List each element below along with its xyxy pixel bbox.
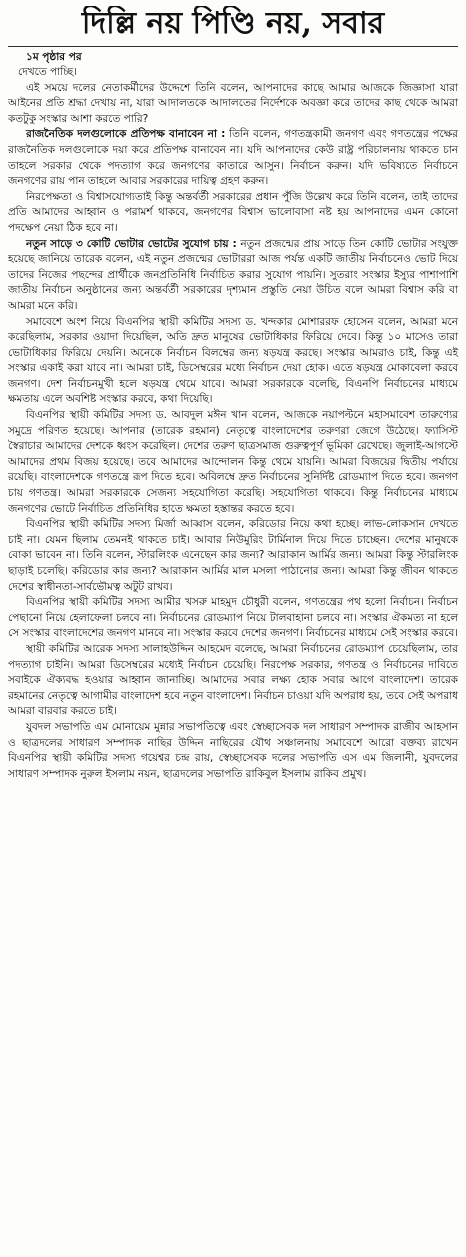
article-body xyxy=(8,65,458,782)
paragraph-text: তিনি বলেন, গণতন্ত্রকামী জনগণ এবং গণতন্ত্রের পক্ষের রাজনৈতিক দলগুলোকে দয়া করে প্রতিপক্ষ বানাবেন না। যদি আপনাদের কেউ রাষ্ট্র পরিচালনায় থাকতে চান তাহলে সরকার থেকে পদত্যাগ করে জনগণের কাতারে আসুন। নির্বাচন করুন। যদি ভবিষ্যতে নির্বাচনে জনগণের রায় পান তাহলে আবার সরকারের দায়িত্ব গ্রহণ করুন। xyxy=(8,128,458,188)
article-paragraph xyxy=(8,65,458,81)
paragraph-text: এই সময়ে দলের নেতাকর্মীদের উদ্দেশে তিনি বলেন, আপনাদের কাছে আমার আজকে জিজ্ঞাসা যারা আইনের প্রতি শ্রদ্ধা দেখায় না, যারা আদালতকে আদালতের নির্দেশকে অবজ্ঞা করে তাদের কাছ থেকে আমরা কতটুকু সংস্কার আশা করতে পারি? xyxy=(8,81,458,125)
headline: দিল্লি নয় পিণ্ডি নয়, সবার xyxy=(81,6,385,41)
paragraph-text: বিএনপির স্থায়ী কমিটির সদস্য আমীর খসরু মাহমুদ চৌধুরী বলেন, গণতন্ত্রের পথ হলো নির্বাচন। নির্বাচন পেছানো নিয়ে হেলাফেলা চলবে না। নির্বাচনের রোডম্যাপ নিয়ে টালবাহানা চলবে না। সংস্কার ঐকমত্য না হলে সে সংস্কার বাংলাদেশের জনগণ মানবে না। সংস্কার করবে দেশের জনগণ। নির্বাচনের মাধ্যমে সেই সংস্কার করবে। xyxy=(8,596,458,640)
article-paragraph xyxy=(8,81,458,128)
article-paragraph xyxy=(8,408,458,517)
paragraph-text: সমাবেশে অংশ নিয়ে বিএনপির স্থায়ী কমিটির সদস্য ড. খন্দকার মোশাররফ হোসেন বলেন, আমরা মনে করেছিলাম, সরকার ওয়াদা দিয়েছিল, অতি দ্রুত মানুষের ভোটাধিকার ফিরিয়ে দেবে। কিন্তু ১০ মাসেও তারা ভোটাধিকার ফিরিয়ে দেয়নি। অনেকে নির্বাচন বিলম্বের জন্য ষড়যন্ত্র করছে। সংস্কার আমরাও চাই, কিন্তু এই সংস্কার একাই করা যাবে না। আমরা চাই, ডিসেম্বরের মধ্যে নির্বাচন দেয়া হোক। এতে ষড়যন্ত্র মোকাবেলা করবে জনগণ। দেশ নির্বাচনমুখী হলে ষড়যন্ত্র থেমে যাবে। আমরা সরকারকে বলেছি, বিএনপি নির্বাচনের মাধ্যমে ক্ষমতায় এলে অবশিষ্ট সংস্কার করবে, কথা দিয়েছি। xyxy=(8,315,458,406)
paragraph-text: নিরপেক্ষতা ও বিশ্বাসযোগ্যতাই কিন্তু অন্তর্বর্তী সরকারের প্রধান পুঁজি উল্লেখ করে তিনি বলেন, তাই তাদের প্রতি আমাদের আহ্বান ও পরামর্শ থাকবে, জনগণের বিশ্বাস ভালোবাসা নষ্ট হয় আপনাদের এমন কোনো পদক্ষেপ নেয়া ঠিক হবে না। xyxy=(8,190,458,234)
paragraph-text: বিএনপির স্থায়ী কমিটির সদস্য মির্জা আব্বাস বলেন, করিডোর নিয়ে কথা হচ্ছে। লাভ-লোকসান দেখতে চাই না। যেমন ছিলাম তেমনই থাকতে চাই। আবার নিউমুরিং টার্মিনাল দিয়ে দিতে চাচ্ছেন। দেশের মানুষকে বোকা ভাবেন না। তিনি বলেন, স্টারলিংক এনেছেন কার জন্য? আরাকান আর্মির জন্য। আমরা কিন্তু স্টারলিংক ছাড়াই চলেছি। করিডোর কার জন্য? আরাকান আর্মির মাল মসলা পাঠানোর জন্য। আমরা কিন্তু জীবন থাকতে দেশের স্বাধীনতা-সার্বভৌমত্ব অটুট রাখব। xyxy=(8,518,458,593)
subheading-lead: নতুন সাড়ে ৩ কোটি ভোটার ভোটের সুযোগ চায় : xyxy=(26,237,237,250)
paragraph-text: দেখতে পাচ্ছি। xyxy=(18,66,77,78)
article-paragraph xyxy=(8,315,458,409)
paragraph-text: স্থায়ী কমিটির আরেক সদস্য সালাহউদ্দিন আহমেদ বলেছে, আমরা নির্বাচনের রোডম্যাপ চেয়েছিলাম, তার পদত্যাগ চাইনি। আমরা ডিসেম্বরের মধ্যেই নির্বাচন চেয়েছি। নিরপেক্ষ সরকার, গণতন্ত্র ও নির্বাচনের দাবিতে সবাইকে ঐক্যবদ্ধ হওয়ার আহ্বান জানাচ্ছি। আমাদের সবার লক্ষ্য হোক সবার আগে বাংলাদেশ। তারেক রহমানের নেতৃত্বে আগামীর বাংলাদেশ হবে নতুন বাংলাদেশ। নির্বাচন চাওয়া যদি অপরাধ হয়, তবে সেই অপরাধ আমরা বারবার করতে চাই। xyxy=(8,642,458,718)
article-paragraph xyxy=(8,237,458,315)
subheading-lead: রাজনৈতিক দলগুলোকে প্রতিপক্ষ বানাবেন না : xyxy=(26,128,226,141)
paragraph-text: যুবদল সভাপতি এম মোনায়েম মুন্নার সভাপতিত্বে এবং স্বেচ্ছাসেবক দল সাধারণ সম্পাদক রাজীব আহসান ও ছাত্রদলের সাধারণ সম্পাদক নাছির উদ্দিন নাছিরের যৌথ সঞ্চালনায় সমাবেশে আরো বক্তব্য রাখেন বিএনপির স্থায়ী কমিটির সদস্য গয়েশ্বর চন্দ্র রায়, স্বেচ্ছাসেবক দলের সভাপতি এস এম জিলানী, যুবদলের সাধারণ সম্পাদক নুরুল ইসলাম নয়ন, ছাত্রদলের সভাপতি রাকিবুল ইসলাম রাকিব প্রমুখ। xyxy=(8,720,458,780)
article-paragraph xyxy=(8,127,458,189)
paragraph-text: বিএনপির স্থায়ী কমিটির সদস্য ড. আবদুল মঈন খান বলেন, আজকে নয়াপল্টনে মহাসমাবেশ তারুণ্যের সমুদ্রে পরিণত হয়েছে। আপনার (তারেক রহমান) নেতৃত্বে বাংলাদেশের তরুণরা জেগে উঠেছে। ফ্যাসিস্ট স্বৈরাচার আমাদের দেশকে ধ্বংস করেছিল। দেশের তরুণ ছাত্রসমাজ গুরুত্বপূর্ণ ভূমিকা রেখেছে। জুলাই-আগস্টে আমাদের প্রথম বিজয় হয়েছে। তবে আমাদের আন্দোলন কিন্তু থেমে যায়নি। আমরা বিজয়ের দ্বিতীয় পর্যায়ে রয়েছি। বাংলাদেশকে গণতন্ত্রে রূপ দিতে হবে। অবিলম্বে দ্রুত নির্বাচনের সুনির্দিষ্ট রোডম্যাপ দিতে হবে। জনগণ চায় গণতন্ত্র। আমরা সরকারকে সেজন্য সহযোগিতা করেছি। সহযোগিতা থাকবে। কিন্তু নির্বাচনের মাধ্যমে জনগণের ভোটে নির্বাচিত প্রতিনিধির হাতে ক্ষমতা হস্তান্তর করতে হবে। xyxy=(8,409,458,515)
article-paragraph xyxy=(8,517,458,595)
headline-divider xyxy=(8,46,458,47)
paragraph-text: নতুন প্রজন্মের প্রায় সাড়ে তিন কোটি ভোটার সংযুক্ত হয়েছে জানিয়ে তারেক বলেন, এই নতুন প্রজন্মের ভোটাররা আজ পর্যন্ত একটি জাতীয় নির্বাচনেও ভোট দিয়ে তাদের নিজের পছন্দের প্রার্থীকে জনপ্রতিনিধি নির্বাচিত করার সুযোগ পায়নি। সুতরাং সংস্কার ইস্যুর পাশাপাশি জাতীয় নির্বাচন অনুষ্ঠানের জন্য অন্তর্বর্তী সরকারের দৃশ্যমান প্রস্তুতি নেয়া উচিত বলে আমরা বিশ্বাস করি বা আমরা মনে করি। xyxy=(8,237,458,312)
continued-from-label: ১ম পৃষ্ঠার পর xyxy=(26,51,82,63)
article-paragraph xyxy=(8,190,458,237)
article-paragraph xyxy=(8,720,458,782)
article-paragraph xyxy=(8,595,458,642)
article-paragraph xyxy=(8,642,458,720)
